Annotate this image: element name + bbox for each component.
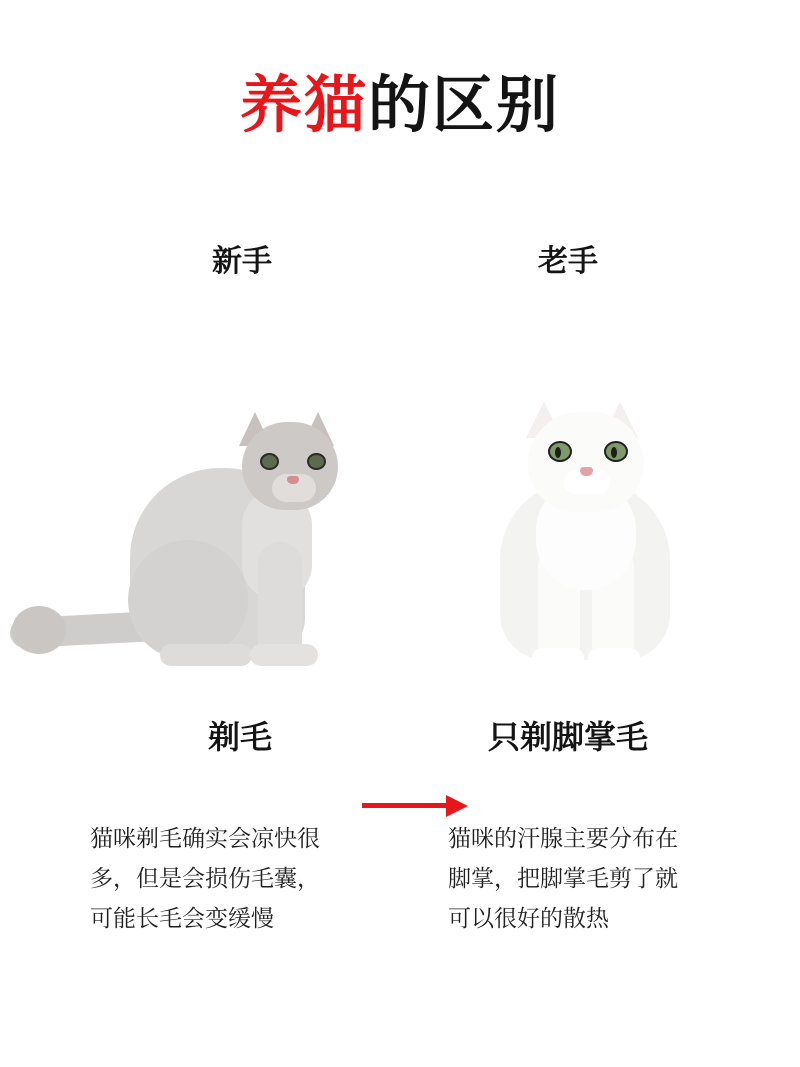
cat2-pupil-right-shape [611, 447, 617, 458]
description-left-line-1: 猫咪剃毛确实会凉快很 [90, 825, 320, 851]
cat-tail-tip-shape [12, 606, 66, 654]
arrow-head [446, 795, 468, 817]
page-title-accent: 养猫 [239, 71, 368, 140]
description-left [90, 818, 390, 938]
arrow-shaft [362, 803, 454, 808]
description-right-line-3: 可以很好的散热 [448, 905, 609, 931]
cat-eye-left-shape [260, 453, 279, 470]
page-title [0, 72, 800, 140]
cat-nose-shape [287, 476, 299, 484]
cat-photo-shaved [10, 370, 340, 670]
arrow-right-icon [362, 795, 474, 817]
cat2-pupil-left-shape [555, 447, 561, 458]
description-right-line-2: 脚掌，把脚掌毛剪了就 [448, 865, 678, 891]
caption-left: 剃毛 [207, 719, 272, 755]
page-title-plain: 的区别 [368, 71, 561, 140]
caption-right: 只剃脚掌毛 [487, 719, 648, 755]
cat-photo-fluffy [480, 370, 690, 670]
cat2-paw-left-shape [532, 648, 584, 668]
description-right-line-1: 猫咪的汗腺主要分布在 [448, 825, 678, 851]
cat-front-foot-shape [250, 644, 318, 666]
description-left-line-3: 可能长毛会变缓慢 [90, 905, 274, 931]
description-left-line-2: 多，但是会损伤毛囊， [90, 865, 320, 891]
cat2-paw-right-shape [588, 648, 640, 668]
cat2-head-shape [528, 412, 644, 512]
cat-back-foot-shape [160, 644, 252, 666]
comparison-images [0, 330, 800, 670]
column-header-right: 老手 [538, 245, 598, 278]
cat-eye-right-shape [307, 453, 326, 470]
cat-haunch-shape [128, 540, 248, 660]
description-right [448, 818, 748, 938]
column-header-left: 新手 [212, 245, 272, 278]
